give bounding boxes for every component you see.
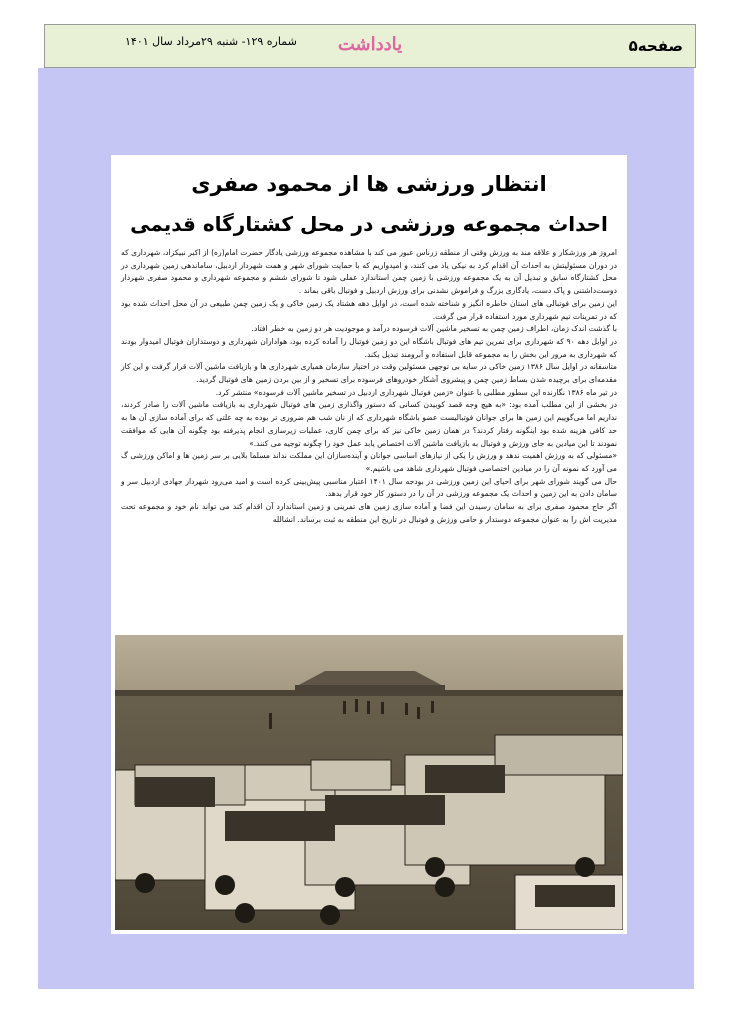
page-header [44, 24, 696, 68]
page-number: صفحه۵ [628, 37, 683, 55]
article-photo [115, 635, 623, 930]
article-body [121, 247, 617, 526]
article-subtitle: احداث مجموعه ورزشی در محل کشتارگاه قدیمی [130, 212, 608, 236]
article-title: انتظار ورزشی ها از محمود صفری [191, 172, 547, 196]
article [111, 155, 627, 934]
paragraph: متاسفانه در اوایل سال ۱۳۸۶ زمین خاکی در سایه بی توجهی مسئولین وقت در اختیار سازمان همیاری شهرداری ها و بازیافت ماشین آلات قرار گرفت و این کار مقدمه‌ای برای برچیده شدن بساط زمین چمن و پیشروی آشکار خودروهای فرسوده برای تسخیر و از بین بردن زمین های فوتبال گردید. [121, 362, 617, 385]
paragraph: این زمین برای فوتبالی های استان خاطره انگیز و شناخته شده است، در اوایل دهه هشتاد یک زمین خاکی و یک زمین چمن طبیعی در آن محل احداث شده بود که در تمرینات تیم شهرداری مورد استفاده قرار می گرفت. [121, 298, 617, 321]
paragraph: «مسئولی که به ورزش اهمیت ندهد و ورزش را یکی از نیازهای اساسی جوانان و آینده‌سازان این مملکت نداند مسلما بلایی بر سر زمین ها و اماکن ورزشی گ می آورد که نمونه آن را در میادین اختصاصی فوتبال شهرداری شاهد می باشیم.» [121, 451, 617, 473]
paragraph: با گذشت اندک زمان، اطراف زمین چمن به تسخیر ماشین آلات فرسوده درآمد و موجودیت هر دو زمین به خطر افتاد. [251, 324, 617, 334]
paragraph: در اوایل دهه ۹۰ که شهرداری برای تمرین تیم های فوتبال باشگاه این دو زمین فوتبال را آماده کرده بود، هواداران شهرداری و دوستداران فوتبال امیدوار بودند که شهرداری به مرور این بخش را به مجموعه قابل استفاده و آبرومند تبدیل بکند. [121, 336, 617, 359]
paragraph: امروز هر ورزشکار و علاقه مند به ورزش وقتی از منطقه زرناس عبور می کند با مشاهده مجموعه ورزشی یادگار حضرت امام(ره) از اکبر نبیکزاد، شهرداری که در دوران مسئولیتش به احداث آن اقدام کرد به نیکی یاد می کنند، و امیدواریم که با حمایت شورای شهر و همت شهردار اردبیل، ساماندهی زمین شهرداری در محل کشتارگاه سابق و تبدیل آن به یک مجموعه ورزشی با زمین چمن استاندارد عملی شود تا شورای ششم و مجموعه شهرداری و محمود صفری شهردار دوست‌داشتنی و پاک دست، یادگاری بزرگ و فراموش نشدنی برای ورزش اردبیل و فوتبال باقی بماند . [121, 248, 617, 296]
paragraph: اگر حاج محمود صفری برای به سامان رسیدن این فضا و آماده سازی زمین های تمرینی و زمین استاندارد آن اقدام کند می تواند نام خود و مجموعه تحت مدیریت اش را به عنوان مجموعه دوستدار و حامی ورزش و فوتبال در تاریخ این منطقه به ثبت برساند. انشالله [121, 502, 617, 524]
paragraph: حال می گویند شورای شهر برای احیای این زمین ورزشی در بودجه سال ۱۴۰۱ اعتبار مناسبی پیش‌بینی کرده است و امید می‌رود شهردار جهادی اردبیل سر و سامان دادن به این زمین و احداث یک مجموعه ورزشی در آن را در دستور کار خود قرار بدهد. [121, 476, 617, 499]
section-title: یادداشت [337, 34, 403, 55]
issue-info: شماره ۱۲۹- شنبه ۲۹مرداد سال ۱۴۰۱ [125, 35, 297, 48]
paragraph: در تیر ماه ۱۳۸۶ نگارنده این سطور مطلبی با عنوان «زمین فوتبال شهرداری اردبیل در تسخیر ماشین آلات فرسوده» منتشر کرد. [215, 387, 617, 397]
paragraph: در بخشی از این مطلب آمده بود: «به هیچ وجه قصد کوبیدن کسانی که دستور واگذاری زمین های فوتبال شهرداری به بازیافت ماشین آلات را صادر کردند، نداریم اما می‌گوییم این زمین ها برای جوانان فوتبالیست عضو باشگاه شهرداری که از نان شب هم ضروری تر بوده به چه علتی که برای آماده سازی آن ها به حد کافی هزینه شده بود اینگونه رفتار کردند؟ در همان زمین خاکی نیز که برای چمن کاری، عملیات زیرسازی انجام پذیرفته بود چگونه آن هایی که موافقت نمودند تا این میادین به جای ورزش و فوتبال به بازیافت ماشین آلات اختصاص یابد عمل خود را چگونه توجیه می کنند.» [121, 400, 617, 448]
